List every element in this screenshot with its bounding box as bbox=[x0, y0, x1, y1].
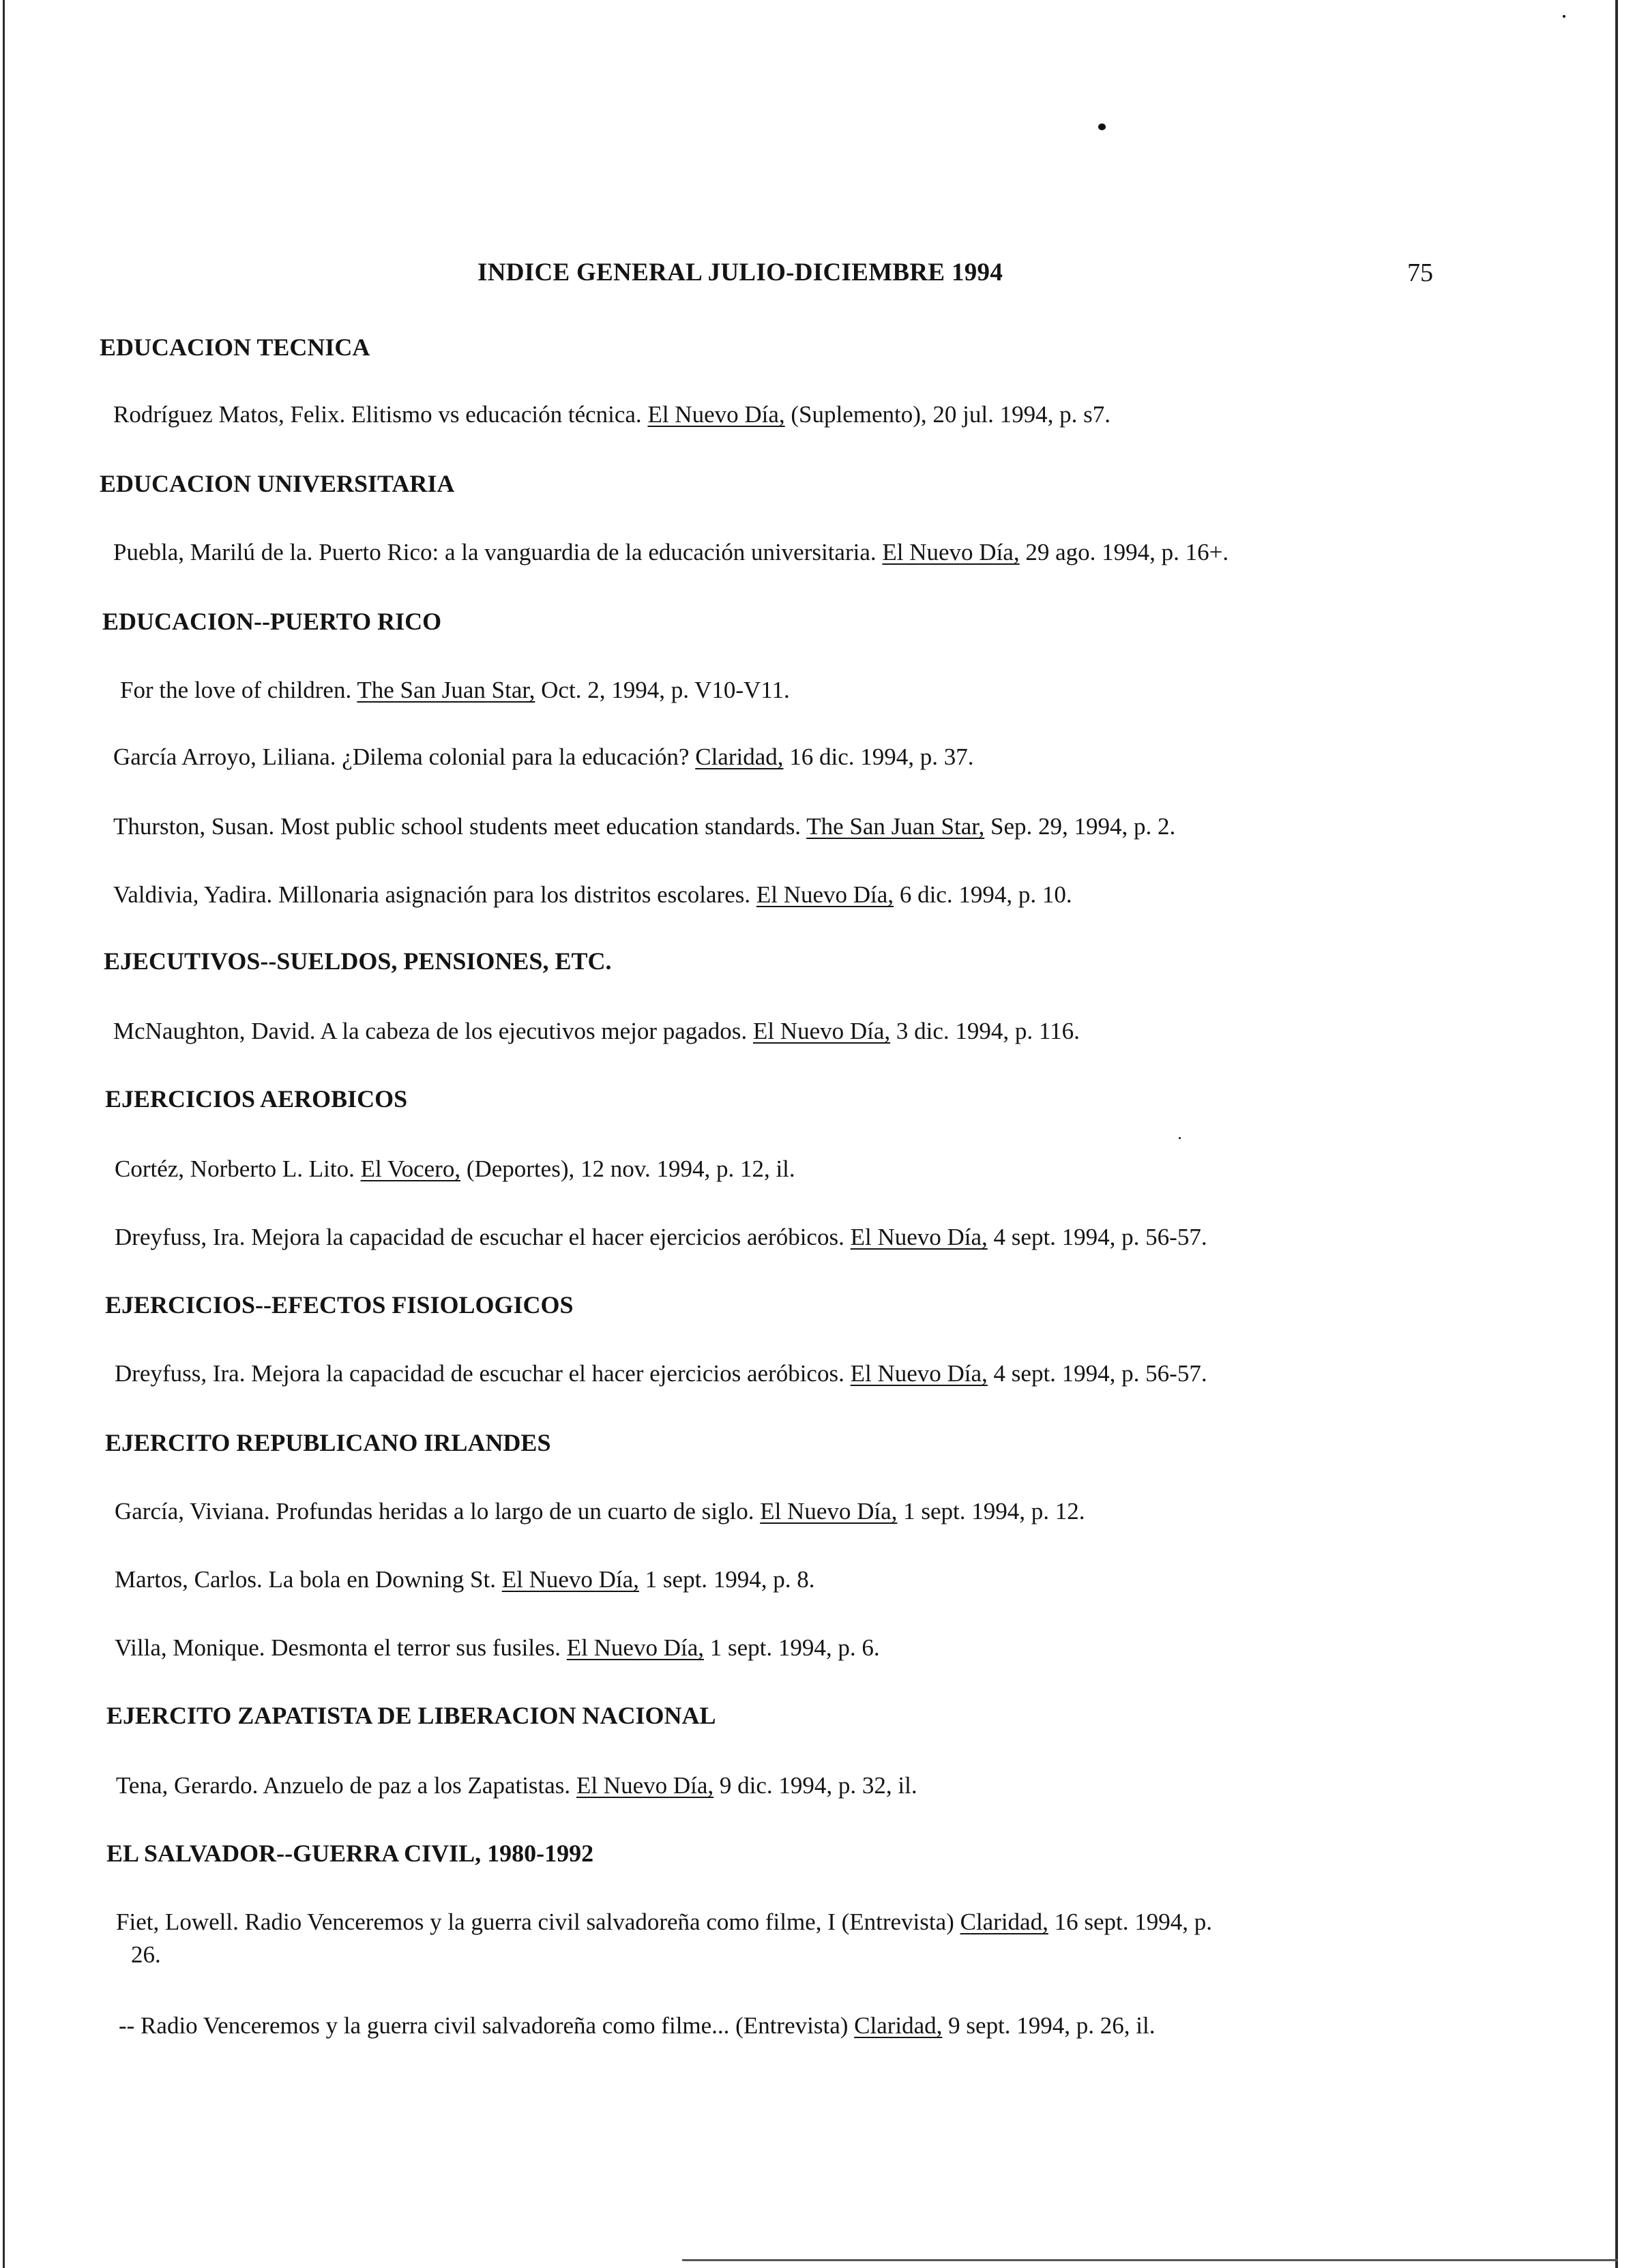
publication-title: Claridad, bbox=[960, 1909, 1048, 1935]
section-heading: EJERCITO ZAPATISTA DE LIBERACION NACIONAL bbox=[106, 1702, 716, 1729]
index-entry bbox=[115, 1357, 1207, 1390]
entry-citation: (Deportes), 12 nov. 1994, p. 12, il. bbox=[460, 1155, 795, 1182]
section-heading: EDUCACION UNIVERSITARIA bbox=[100, 470, 455, 497]
publication-title: El Nuevo Día, bbox=[850, 1360, 988, 1387]
publication-title: El Nuevo Día, bbox=[752, 1018, 891, 1044]
section-heading: EJECUTIVOS--SUELDOS, PENSIONES, ETC. bbox=[104, 947, 612, 975]
entry-text: García, Viviana. Profundas heridas a lo largo de un cuarto de siglo. bbox=[115, 1498, 761, 1525]
publication-title: El Nuevo Día, bbox=[756, 881, 894, 908]
entry-text: Tena, Gerardo. Anzuelo de paz a los Zapatistas. bbox=[116, 1772, 576, 1799]
scan-edge-right bbox=[1615, 0, 1618, 2268]
entry-citation: 6 dic. 1994, p. 10. bbox=[894, 881, 1072, 908]
entry-text: Fiet, Lowell. Radio Venceremos y la guerra civil salvadoreña como filme, I (Entrevista) bbox=[116, 1909, 960, 1935]
scan-edge-bottom bbox=[682, 2259, 1618, 2261]
section-heading: EDUCACION--PUERTO RICO bbox=[102, 608, 442, 635]
page-header bbox=[0, 258, 1633, 299]
entry-text: Martos, Carlos. La bola en Downing St. bbox=[115, 1566, 502, 1593]
section-heading: EJERCICIOS AEROBICOS bbox=[105, 1085, 408, 1113]
entry-text: Valdivia, Yadira. Millonaria asignación para los distritos escolares. bbox=[113, 881, 756, 908]
page-number: 75 bbox=[1407, 259, 1433, 287]
scan-edge-left bbox=[3, 0, 5, 2268]
entry-text: Dreyfuss, Ira. Mejora la capacidad de escuchar el hacer ejercicios aeróbicos. bbox=[115, 1360, 851, 1387]
entry-citation: 16 dic. 1994, p. 37. bbox=[783, 743, 974, 770]
index-entry bbox=[116, 1769, 917, 1802]
publication-title: El Nuevo Día, bbox=[647, 401, 785, 428]
index-entry bbox=[115, 1632, 880, 1664]
index-entry bbox=[113, 810, 1175, 843]
entry-citation: 4 sept. 1994, p. 56-57. bbox=[987, 1224, 1207, 1250]
index-entry bbox=[113, 536, 1229, 569]
scan-speck bbox=[1179, 1137, 1181, 1139]
scan-speck bbox=[1098, 123, 1106, 130]
scan-speck bbox=[1563, 15, 1565, 18]
entry-citation: 29 ago. 1994, p. 16+. bbox=[1019, 539, 1229, 565]
entry-citation: 16 sept. 1994, p. bbox=[1048, 1909, 1212, 1935]
entry-citation: 1 sept. 1994, p. 8. bbox=[638, 1566, 815, 1593]
entry-citation: Oct. 2, 1994, p. V10-V11. bbox=[535, 677, 790, 703]
index-entry bbox=[119, 2009, 1156, 2042]
section-heading: EL SALVADOR--GUERRA CIVIL, 1980-1992 bbox=[106, 1840, 594, 1867]
entry-text: McNaughton, David. A la cabeza de los ejecutivos mejor pagados. bbox=[113, 1018, 753, 1044]
publication-title: El Nuevo Día, bbox=[501, 1566, 639, 1593]
entry-text: Dreyfuss, Ira. Mejora la capacidad de escuchar el hacer ejercicios aeróbicos. bbox=[115, 1224, 851, 1250]
entry-citation: 3 dic. 1994, p. 116. bbox=[890, 1018, 1080, 1044]
publication-title: Claridad, bbox=[854, 2012, 943, 2039]
publication-title: El Vocero, bbox=[360, 1155, 461, 1182]
entry-citation: 4 sept. 1994, p. 56-57. bbox=[987, 1360, 1207, 1387]
publication-title: The San Juan Star, bbox=[357, 677, 535, 703]
publication-title: El Nuevo Día, bbox=[850, 1224, 988, 1250]
index-entry bbox=[115, 1153, 795, 1185]
publication-title: The San Juan Star, bbox=[806, 813, 985, 840]
entry-text: -- Radio Venceremos y la guerra civil salvadoreña como filme... (Entrevista) bbox=[119, 2012, 855, 2039]
entry-text: Cortéz, Norberto L. Lito. bbox=[115, 1155, 361, 1182]
section-heading: EJERCICIOS--EFECTOS FISIOLOGICOS bbox=[105, 1291, 574, 1319]
index-entry bbox=[113, 1015, 1080, 1048]
page-title: INDICE GENERAL JULIO-DICIEMBRE 1994 bbox=[477, 259, 1003, 286]
index-entry bbox=[113, 398, 1110, 431]
publication-title: El Nuevo Día, bbox=[576, 1772, 714, 1799]
index-entry bbox=[113, 879, 1072, 911]
entry-text: Villa, Monique. Desmonta el terror sus fusiles. bbox=[115, 1634, 567, 1661]
entry-continuation: 26. bbox=[131, 1941, 161, 1968]
entry-text: Rodríguez Matos, Felix. Elitismo vs educación técnica. bbox=[113, 401, 648, 428]
entry-citation: 9 dic. 1994, p. 32, il. bbox=[713, 1772, 917, 1799]
index-entry bbox=[115, 1221, 1207, 1254]
entry-citation: 1 sept. 1994, p. 12. bbox=[897, 1498, 1085, 1525]
entry-citation: Sep. 29, 1994, p. 2. bbox=[984, 813, 1176, 840]
entry-citation: 9 sept. 1994, p. 26, il. bbox=[942, 2012, 1156, 2039]
index-entry bbox=[115, 1495, 1085, 1528]
section-heading: EJERCITO REPUBLICANO IRLANDES bbox=[105, 1429, 551, 1456]
publication-title: Claridad, bbox=[695, 743, 784, 770]
publication-title: El Nuevo Día, bbox=[566, 1634, 704, 1661]
entry-text: Puebla, Marilú de la. Puerto Rico: a la vanguardia de la educación universitaria. bbox=[113, 539, 883, 565]
section-heading: EDUCACION TECNICA bbox=[100, 334, 370, 361]
publication-title: El Nuevo Día, bbox=[882, 539, 1020, 565]
entry-text: For the love of children. bbox=[120, 677, 357, 703]
index-entry bbox=[116, 1906, 1212, 1971]
entry-text: García Arroyo, Liliana. ¿Dilema colonial para la educación? bbox=[113, 743, 696, 770]
entry-citation: (Suplemento), 20 jul. 1994, p. s7. bbox=[784, 401, 1110, 428]
publication-title: El Nuevo Día, bbox=[760, 1498, 898, 1525]
entry-citation: 1 sept. 1994, p. 6. bbox=[703, 1634, 880, 1661]
index-entry bbox=[115, 1563, 815, 1596]
index-entry bbox=[113, 741, 974, 774]
index-entry bbox=[120, 674, 790, 707]
entry-text: Thurston, Susan. Most public school students meet education standards. bbox=[113, 813, 807, 840]
